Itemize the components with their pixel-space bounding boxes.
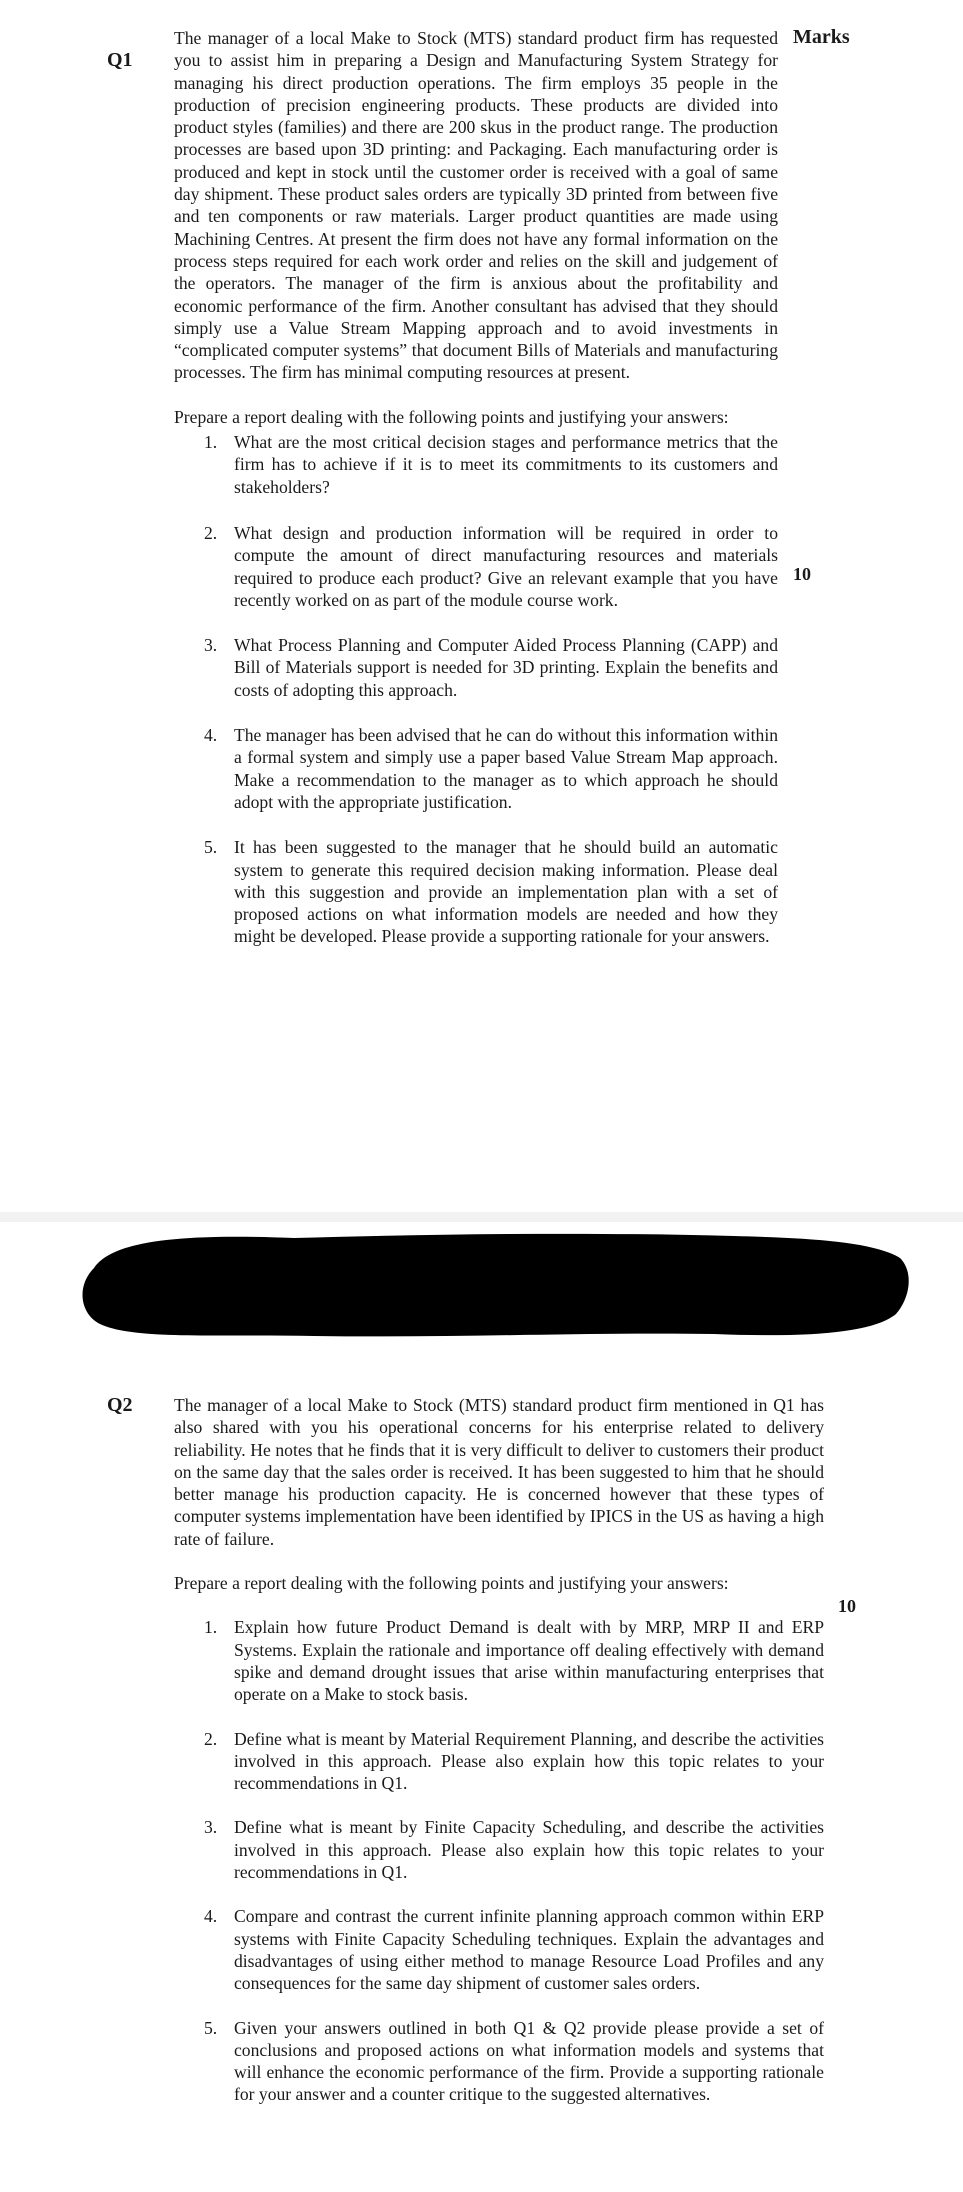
q1-item-3 (174, 634, 778, 701)
q2-item-3-number: 3. (204, 1817, 218, 1838)
q1-item-3-number: 3. (204, 635, 218, 656)
q2-label: Q2 (107, 1394, 133, 1416)
q1-marks: 10 (793, 564, 811, 584)
q1-item-2 (174, 522, 778, 611)
q1-intro: Prepare a report dealing with the following points and justifying your answers: (174, 406, 729, 427)
q1-item-4 (174, 724, 778, 813)
marks-header: Marks (793, 26, 850, 48)
redaction-mark (74, 1228, 914, 1346)
q1-item-2-text: What design and production information will be required in order to compute the amount of direct manufacturing resources and materials required to produce each product? Give an relevant example that you have recently worked on as part of the module course work. (234, 522, 778, 610)
q2-item-2 (174, 1728, 824, 1795)
q1-item-list (174, 431, 778, 948)
q1-label: Q1 (107, 49, 133, 71)
q2-item-1-text: Explain how future Product Demand is dealt with by MRP, MRP II and ERP Systems. Explain the rationale and importance off dealing effectively with demand spike and demand drought issues that arise within manufacturing enterprises that operate on a Make to stock basis. (234, 1617, 824, 1705)
q2-item-2-text: Define what is meant by Material Requirement Planning, and describe the activities involved in this approach. Please also explain how this topic relates to your recommendations in Q1. (234, 1728, 824, 1794)
q1-item-4-text: The manager has been advised that he can do without this information within a formal system and simply use a paper based Value Stream Map approach. Make a recommendation to the manager as to which approach he should adopt with the appropriate justification. (234, 725, 778, 812)
q1-item-5 (174, 836, 778, 947)
q2-intro: Prepare a report dealing with the following points and justifying your answers: (174, 1573, 729, 1594)
q2-item-1 (174, 1616, 824, 1705)
q2-item-2-number: 2. (204, 1728, 218, 1749)
q2-item-1-number: 1. (204, 1617, 218, 1638)
q1-item-1 (174, 431, 778, 498)
q2-item-4 (174, 1905, 824, 1994)
q2-item-3 (174, 1816, 824, 1883)
q1-item-1-text: What are the most critical decision stages and performance metrics that the firm has to achieve if it is to meet its commitments to its customers and stakeholders? (234, 432, 778, 497)
q1-item-5-number: 5. (204, 837, 218, 858)
q2-item-4-text: Compare and contrast the current infinite planning approach common within ERP systems with Finite Capacity Scheduling techniques. Explain the advantages and disadvantages of using either method to manage Resource Load Profiles and any consequences for the same day shipment of customer sales orders. (234, 1906, 824, 1994)
q2-item-3-text: Define what is meant by Finite Capacity Scheduling, and describe the activities involved in this approach. Please also explain how this topic relates to your recommendations in Q1. (234, 1817, 824, 1883)
q2-scenario: The manager of a local Make to Stock (MTS) standard product firm mentioned in Q1 has also shared with you his operational concerns for his enterprise related to delivery reliability. He notes that he finds that it is very difficult to deliver to customers their product on the same day that the sales order is received. It has been suggested to him that he should better manage his production capacity. He is concerned however that these types of computer systems implementation have been identified by IPICS in the US as having a high rate of failure. (174, 1395, 824, 1549)
q2-item-5 (174, 2017, 824, 2106)
q1-item-2-number: 2. (204, 522, 218, 543)
q1-item-1-number: 1. (204, 432, 218, 453)
redaction-scribble (83, 1234, 909, 1337)
q1-item-3-text: What Process Planning and Computer Aided Process Planning (CAPP) and Bill of Materials support is needed for 3D printing. Explain the benefits and costs of adopting this approach. (234, 635, 778, 700)
q2-item-list (174, 1616, 824, 2105)
q1-scenario: The manager of a local Make to Stock (MTS) standard product firm has requested you to assist him in preparing a Design and Manufacturing System Strategy for managing his direct production operations. The firm employs 35 people in the production of precision engineering products. These products are divided into product styles (families) and there are 200 skus in the product range. The production processes are based upon 3D printing: and Packaging. Each manufacturing order is produced and kept in stock until the customer order is received with a goal of same day shipment. These product sales orders are typically 3D printed from between five and ten components or raw materials. Larger product quantities are made using Machining Centres. At present the firm does not have any formal information on the process steps required for each work order and relies on the skill and judgement of the operators. The manager of the firm is anxious about the profitability and economic performance of the firm. Another consultant has advised that they should simply use a Value Stream Mapping approach and to avoid investments in “complicated computer systems” that document Bills of Materials and manufacturing processes. The firm has minimal computing resources at present. (174, 28, 778, 383)
q2-item-4-number: 4. (204, 1906, 218, 1927)
q2-marks: 10 (838, 1596, 856, 1616)
q1-body (174, 27, 778, 948)
q2-item-5-text: Given your answers outlined in both Q1 & Q2 provide please provide a set of conclusions and proposed actions on what information models and systems that will enhance the economic performance of the firm. Provide a supporting rationale for your answer and a counter critique to the suggested alternatives. (234, 2017, 824, 2105)
q1-item-4-number: 4. (204, 725, 218, 746)
q2-body (174, 1394, 824, 2106)
q1-item-5-text: It has been suggested to the manager that he should build an automatic system to generate this required decision making information. Please deal with this suggestion and provide an implementation plan with a set of proposed actions on what information models are needed and how they might be developed. Please provide a supporting rationale for your answers. (234, 837, 778, 947)
q2-item-5-number: 5. (204, 2017, 218, 2038)
